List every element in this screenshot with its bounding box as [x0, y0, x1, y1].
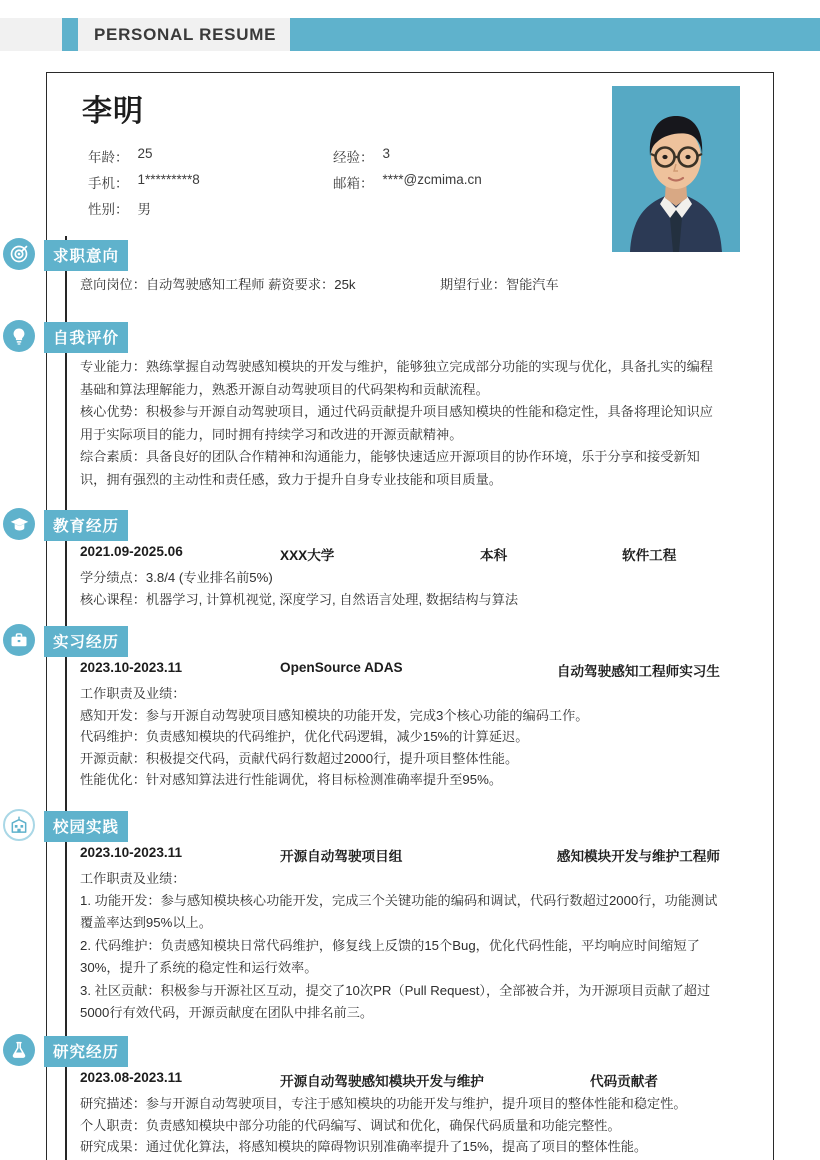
school-building-icon [3, 809, 35, 841]
section-research [0, 1034, 728, 1154]
section-body [80, 1070, 720, 1158]
internship-role: 自动驾驶感知工程师实习生 [556, 664, 720, 679]
self-eval-paragraph: 专业能力：熟练掌握自动驾驶感知模块的开发与维护，能够独立完成部分功能的实现与优化，具备扎实的编程基础和算法理解能力，熟悉开源自动驾驶项目的代码架构和贡献流程。 [80, 359, 713, 397]
meta-value: 男 [137, 202, 151, 217]
research-line: 研究描述：参与开源自动驾驶项目，专注于感知模块的功能开发与维护，提升项目的整体性能和稳定性。 [80, 1096, 687, 1111]
meta-row [88, 198, 608, 224]
education-school: XXX大学 [280, 548, 335, 563]
section-education [0, 508, 728, 607]
timeline-rail [65, 236, 67, 1160]
banner-accent-fill [290, 18, 820, 51]
meta-label: 年龄： [88, 150, 129, 165]
page-banner [0, 18, 820, 51]
research-org: 开源自动驾驶感知模块开发与维护 [280, 1074, 484, 1089]
section-campus-practice [0, 809, 728, 1020]
meta-row [88, 172, 608, 198]
section-header [0, 238, 728, 270]
meta-field-phone [88, 172, 333, 192]
meta-value: 25 [137, 146, 153, 161]
internship-heading-row [80, 660, 720, 680]
campus-heading-row [80, 845, 720, 865]
meta-label: 邮箱： [333, 176, 374, 191]
meta-field-experience [333, 146, 390, 166]
section-label-internship: 实习经历 [44, 626, 128, 657]
section-label-research: 研究经历 [44, 1036, 128, 1067]
meta-label: 手机： [88, 176, 129, 191]
meta-row [88, 146, 608, 172]
internship-org: OpenSource ADAS [280, 660, 403, 675]
meta-value: ****@zcmima.cn [382, 172, 482, 187]
section-body [80, 544, 720, 610]
education-major: 软件工程 [622, 548, 677, 563]
education-date: 2021.09-2025.06 [80, 544, 183, 559]
candidate-name: 李明 [82, 95, 144, 128]
campus-date: 2023.10-2023.11 [80, 845, 183, 860]
banner-left-gray [0, 18, 62, 51]
internship-line: 性能优化：针对感知算法进行性能调优，将目标检测准确率提升至95%。 [80, 772, 503, 787]
lightbulb-icon [3, 320, 35, 352]
section-header [0, 809, 728, 841]
campus-item: 2. 代码维护：负责感知模块日常代码维护，修复线上反馈的15个Bug，优化代码性能，平均响应时间缩短了30%，提升了系统的稳定性和运行效率。 [80, 937, 700, 975]
education-gpa: 学分绩点：3.8/4 (专业排名前5%) [80, 570, 273, 585]
section-label-job-intent: 求职意向 [44, 240, 128, 271]
section-label-campus-practice: 校园实践 [44, 811, 128, 842]
target-icon [3, 238, 35, 270]
research-heading-row [80, 1070, 720, 1090]
education-courses: 核心课程：机器学习, 计算机视觉, 深度学习, 自然语言处理, 数据结构与算法 [80, 591, 519, 607]
campus-role: 感知模块开发与维护工程师 [556, 849, 720, 864]
research-date: 2023.08-2023.11 [80, 1070, 183, 1085]
section-label-self-evaluation: 自我评价 [44, 322, 128, 353]
meta-field-email [333, 172, 482, 192]
graduation-cap-icon [3, 508, 35, 540]
campus-item: 3. 社区贡献：积极参与开源社区互动，提交了10次PR（Pull Request），全部被合并，为开源项目贡献了超过5000行有效代码，开源贡献度在团队中排名前三。 [80, 982, 711, 1020]
research-line: 个人职责：负责感知模块中部分功能的代码编写、调试和优化，确保代码质量和功能完整性。 [80, 1117, 621, 1133]
intent-position-label: 意向岗位： [80, 277, 146, 292]
section-body [80, 274, 720, 293]
intent-position-value: 自动驾驶感知工程师 [145, 277, 265, 292]
briefcase-icon [3, 624, 35, 656]
intent-industry-label: 期望行业： [440, 277, 506, 292]
section-job-intent [0, 238, 728, 292]
section-body [80, 660, 720, 791]
internship-line: 工作职责及业绩： [80, 686, 186, 701]
intent-salary-value: 25k [334, 277, 356, 292]
section-header [0, 1034, 728, 1066]
internship-line: 感知开发：参与开源自动驾驶项目感知模块的功能开发，完成3个核心功能的编码工作。 [80, 707, 589, 723]
intent-salary-label: 薪资要求： [264, 277, 335, 292]
meta-value: 1*********8 [137, 172, 200, 187]
self-eval-paragraph: 综合素质：具备良好的团队合作精神和沟通能力，能够快速适应开源项目的协作环境，乐于分享和接受新知识，拥有强烈的主动性和责任感，致力于提升自身专业技能和项目质量。 [80, 449, 700, 487]
section-internship [0, 624, 728, 787]
banner-title-box [78, 18, 290, 51]
internship-line: 开源贡献：积极提交代码，贡献代码行数超过2000行，提升项目整体性能。 [80, 750, 519, 766]
self-eval-paragraph: 核心优势：积极参与开源自动驾驶项目，通过代码贡献提升项目感知模块的性能和稳定性，具备将理论知识应用于实际项目的能力，同时拥有持续学习和改进的开源贡献精神。 [80, 404, 713, 442]
section-self-evaluation [0, 320, 728, 487]
meta-field-age [88, 146, 333, 166]
section-header [0, 624, 728, 656]
flask-icon [3, 1034, 35, 1066]
research-line: 研究成果：通过优化算法，将感知模块的障碍物识别准确率提升了15%，提高了项目的整体性能。 [80, 1139, 648, 1154]
meta-label: 性别： [88, 202, 129, 217]
internship-date: 2023.10-2023.11 [80, 660, 183, 675]
section-header [0, 320, 728, 352]
education-degree: 本科 [480, 548, 508, 563]
job-intent-row [80, 274, 720, 293]
banner-title: PERSONAL RESUME [94, 24, 277, 44]
meta-label: 经验： [333, 150, 374, 165]
intent-industry [440, 274, 559, 293]
intent-position [80, 274, 440, 293]
meta-field-gender [88, 198, 333, 218]
meta-value: 3 [382, 146, 391, 161]
profile-meta [88, 146, 608, 224]
internship-line: 代码维护：负责感知模块的代码维护，优化代码逻辑，减少15%的计算延迟。 [80, 729, 529, 744]
section-header [0, 508, 728, 540]
research-role: 代码贡献者 [590, 1074, 658, 1089]
avatar [612, 86, 740, 252]
section-body [80, 356, 720, 491]
section-body [80, 845, 720, 1025]
section-label-education: 教育经历 [44, 510, 128, 541]
campus-intro: 工作职责及业绩： [80, 871, 186, 886]
intent-industry-value: 智能汽车 [505, 277, 559, 292]
banner-accent-tab [62, 18, 78, 51]
campus-item: 1. 功能开发：参与感知模块核心功能开发，完成三个关键功能的编码和调试，代码行数超过2000行，功能测试覆盖率达到95%以上。 [80, 892, 718, 930]
education-heading-row [80, 544, 720, 564]
campus-org: 开源自动驾驶项目组 [280, 849, 403, 864]
